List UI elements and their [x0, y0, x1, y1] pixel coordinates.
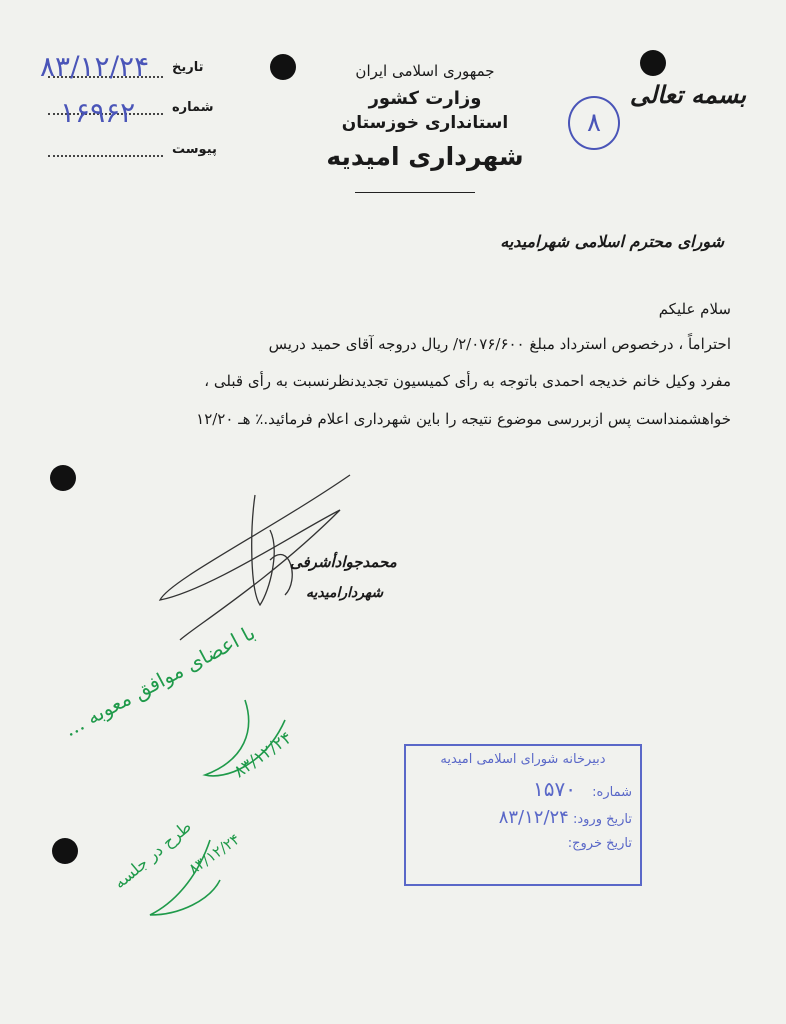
green-note-date: ۸۳/۱۲/۲۴ [185, 829, 244, 879]
letterhead-ministry: وزارت کشور [368, 88, 482, 109]
punch-hole [52, 838, 78, 864]
date-label: تاریخ [172, 60, 204, 75]
greeting: سلام علیکم [658, 300, 731, 318]
signatory-name: محمدجوادأشرفی [290, 553, 397, 571]
body-line: احتراماً ، درخصوص استرداد مبلغ ۲/۰۷۶/۶۰۰/ ریال دروجه آقای حمید دریس [268, 335, 731, 353]
attachment-label: پیوست [172, 142, 217, 157]
green-note: طرح در جلسه [110, 816, 195, 893]
stamp-number-label: شماره: [592, 785, 632, 800]
stamp-title: دبیرخانه شورای اسلامی امیدیه [440, 752, 606, 767]
green-signature [140, 830, 230, 925]
invocation: بسمه تعالی [629, 80, 746, 109]
number-value: ۱۶۹۶۲ [60, 96, 136, 129]
letterhead-municipality: شهرداری امیدیه [326, 142, 524, 171]
punch-hole [270, 54, 296, 80]
body-line: خواهشمنداست پس ازبررسی موضوع نتیجه را باین شهرداری اعلام فرمائید.٪ هـ ۱۲/۲۰ [196, 410, 731, 428]
stamp-entry-label: تاریخ ورود: [572, 812, 632, 827]
letterhead-province: استانداری خوزستان [341, 113, 509, 133]
punch-hole [50, 465, 76, 491]
date-value: ۸۳/۱۲/۲۴ [40, 50, 150, 83]
signatory-title: شهردارامیدیه [306, 585, 384, 601]
green-signature [185, 690, 295, 790]
circled-number: ۸ [568, 96, 620, 150]
stamp-exit-label: تاریخ خروج: [567, 836, 632, 851]
green-note: با اعضای موافق معوبه ... [60, 620, 259, 742]
body-line: مفرد وکیل خانم خدیجه احمدی باتوجه به رأی کمیسیون تجدیدنظرنسبت به رأی قبلی ، [204, 372, 731, 390]
punch-hole [640, 50, 666, 76]
recipient: شورای محترم اسلامی شهرامیدیه [500, 232, 724, 251]
stamp-number-value: ۱۵۷۰ [533, 777, 577, 801]
green-note-date: ۸۳/۱۲/۲۴ [230, 727, 296, 783]
letterhead-country: جمهوری اسلامی ایران [355, 62, 495, 80]
number-label: شماره [172, 100, 214, 115]
header-divider [355, 192, 475, 193]
stamp-entry-value: ۸۳/۱۲/۲۴ [498, 807, 569, 828]
council-registry-stamp [404, 744, 642, 886]
